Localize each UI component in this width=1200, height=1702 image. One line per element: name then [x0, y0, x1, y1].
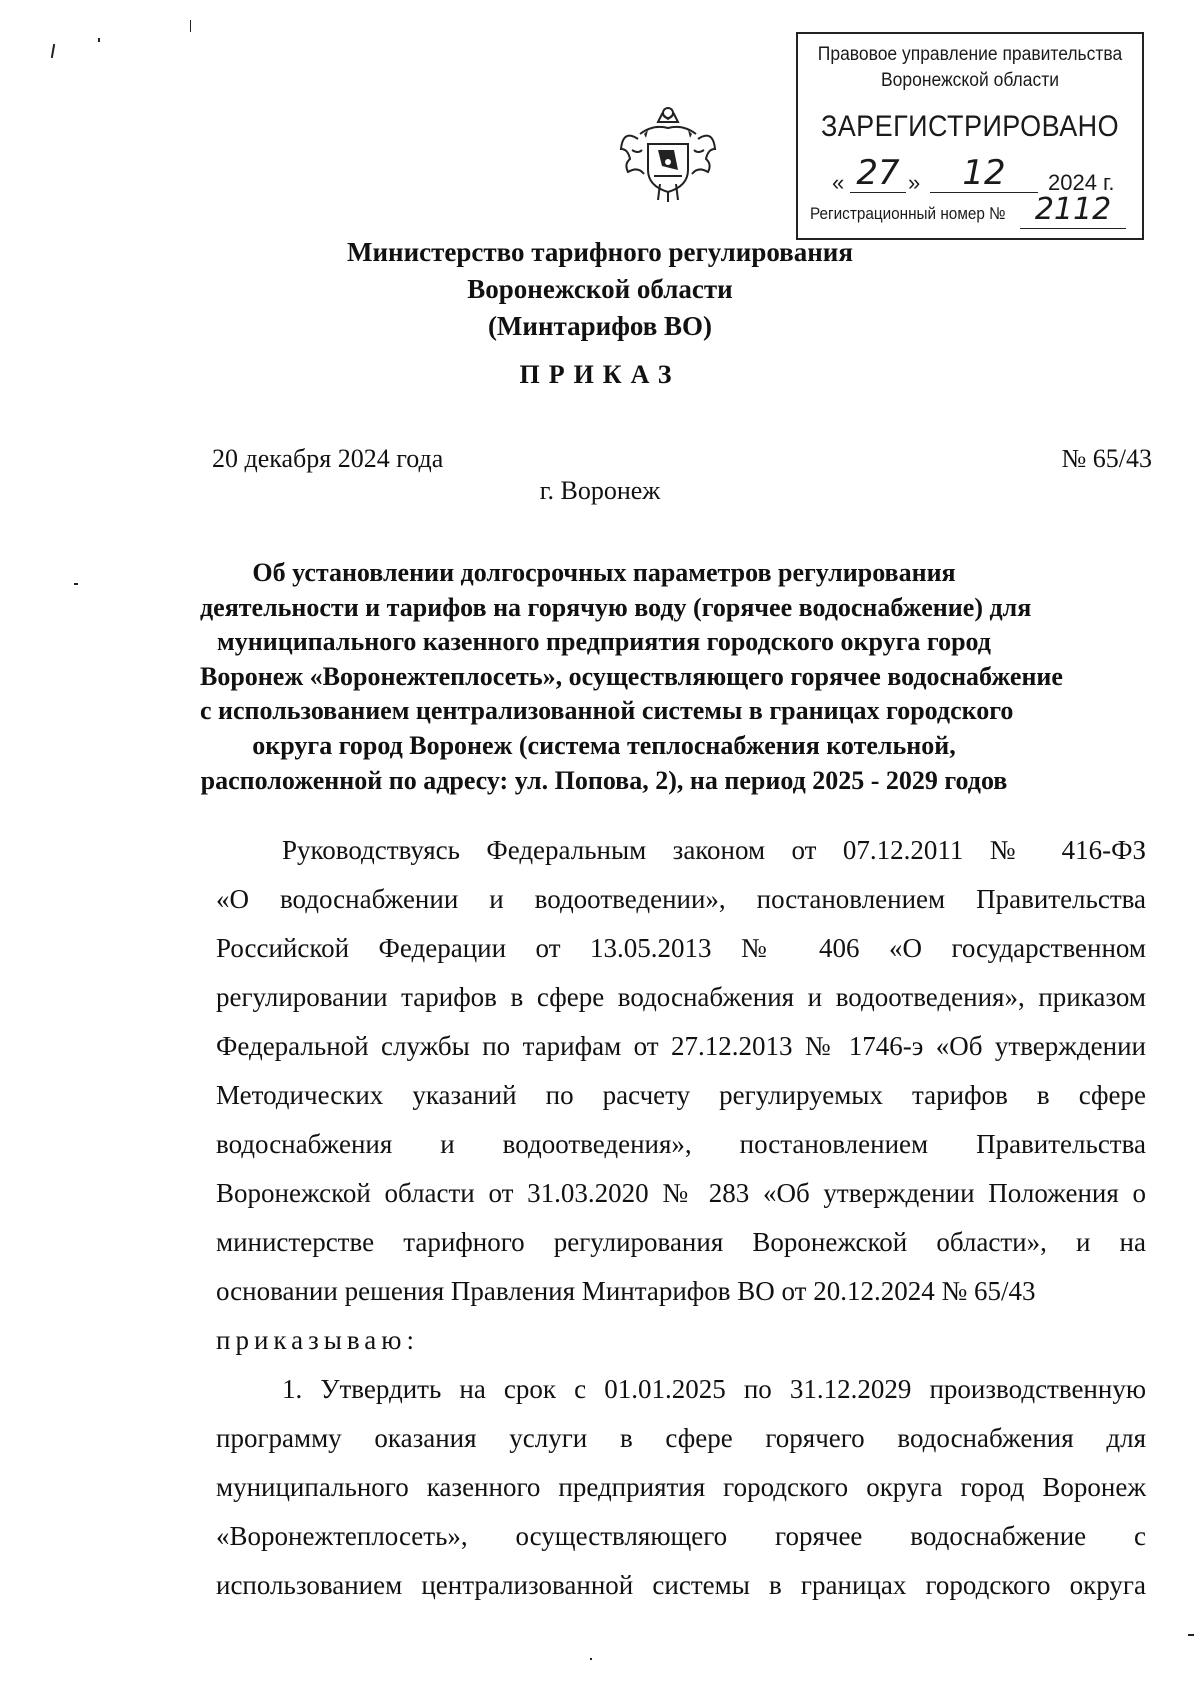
scan-speck	[190, 20, 191, 32]
scan-speck	[590, 1658, 592, 1660]
ministry-line: (Минтарифов ВО)	[487, 311, 713, 341]
document-title	[200, 556, 1063, 798]
document-date: 20 декабря 2024 года	[212, 444, 444, 473]
order-word: приказываю:	[216, 1325, 419, 1355]
document-body	[216, 826, 1146, 1610]
stamp-status: ЗАРЕГИСТРИРОВАНО	[820, 110, 1120, 143]
document-city: г. Воронеж	[539, 476, 661, 505]
title-line: расположенной по адресу: ул. Попова, 2), на период 2025 - 2029 годов	[200, 765, 1008, 795]
stamp-date-close-quote: »	[908, 170, 921, 195]
stamp-organization: Правовое управление правительства Воронежской области	[817, 44, 1123, 91]
title-line: Об установлении долгосрочных параметров регулирования	[252, 558, 956, 587]
preamble-line: «О водоснабжении и водоотведении», постановлением Правительства	[216, 884, 1146, 914]
title-line: Воронеж «Воронежтеплосеть», осуществляющего горячее водоснабжение	[200, 661, 1063, 691]
stamp-date-month: 12	[930, 154, 1038, 193]
title-line: округа город Воронеж (система теплоснабжения котельной,	[252, 730, 956, 760]
stamp-reg-number: 2112	[1020, 192, 1126, 229]
scan-speck	[1188, 1634, 1194, 1636]
preamble-line: водоснабжения и водоотведения», постановлением Правительства	[216, 1129, 1146, 1159]
registration-stamp	[796, 32, 1144, 240]
item1-line: использованием централизованной системы в границах городского округа	[216, 1570, 1146, 1600]
ministry-line: Воронежской области	[467, 274, 733, 304]
document-type: ПРИКАЗ	[519, 360, 681, 389]
item1-line: 1. Утвердить на срок с 01.01.2025 по 31.12.2029 производственную	[282, 1374, 1146, 1404]
preamble-line: Воронежской области от 31.03.2020 № 283 «Об утверждении Положения о	[216, 1178, 1146, 1208]
stamp-date-year: 2024 г.	[1048, 170, 1115, 195]
title-line: муниципального казенного предприятия городского округа город	[217, 627, 991, 657]
scan-speck	[74, 583, 78, 585]
coat-of-arms-icon	[618, 104, 718, 204]
ministry-line: Министерство тарифного регулирования	[347, 237, 853, 267]
preamble-line: Руководствуясь Федеральным законом от 07.12.2011 № 416-ФЗ	[282, 835, 1146, 865]
preamble-line: Российской Федерации от 13.05.2013 № 406 «О государственном	[216, 933, 1146, 963]
item1-line: «Воронежтеплосеть», осуществляющего горячее водоснабжение с	[216, 1521, 1146, 1551]
preamble-line: министерстве тарифного регулирования Воронежской области», и на	[216, 1227, 1146, 1257]
preamble-line: Федеральной службы по тарифам от 27.12.2013 № 1746-э «Об утверждении	[216, 1031, 1146, 1061]
preamble-line: основании решения Правления Минтарифов ВО от 20.12.2024 № 65/43	[216, 1276, 1036, 1306]
preamble-line: регулировании тарифов в сфере водоснабжения и водоотведения», приказом	[216, 982, 1146, 1012]
title-line: деятельности и тарифов на горячую воду (горячее водоснабжение) для	[200, 592, 1032, 622]
stamp-date-open-quote: «	[832, 170, 845, 195]
document-number: № 65/43	[1061, 444, 1152, 473]
scan-speck	[98, 38, 100, 42]
stamp-reg-number-label: Регистрационный номер №	[810, 204, 1006, 223]
title-line: с использованием централизованной системы в границах городского	[200, 696, 1014, 726]
stamp-date-day: 27	[850, 154, 906, 193]
scan-speck	[51, 44, 55, 58]
ministry-name	[250, 234, 950, 345]
item1-line: программу оказания услуги в сфере горячего водоснабжения для	[216, 1423, 1146, 1453]
preamble-line: Методических указаний по расчету регулируемых тарифов в сфере	[216, 1080, 1146, 1110]
item1-line: муниципального казенного предприятия городского округа город Воронеж	[216, 1472, 1146, 1502]
